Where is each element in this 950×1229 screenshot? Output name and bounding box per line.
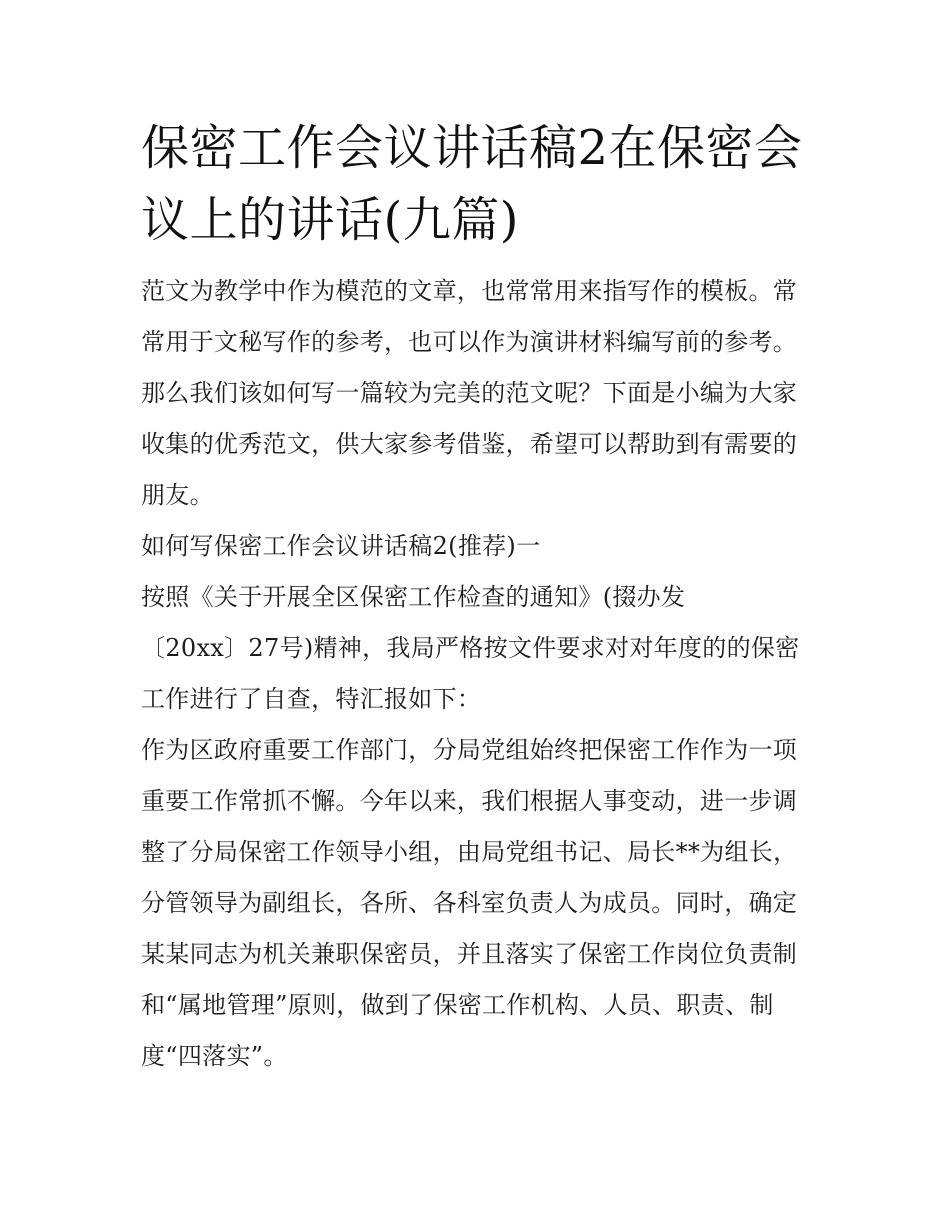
organization-paragraph: 作为区政府重要工作部门，分局党组始终把保密工作作为一项重要工作常抓不懈。今年以来，我们根据人事变动，进一步调整了分局保密工作领导小组，由局党组书记、局长**为组长，分管领导为副组长，各所、各科室负责人为成员。同时，确定某某同志为机关兼职保密员，并且落实了保密工作岗位负责制和“属地管理”原则，做到了保密工作机构、人员、职责、制度“四落实”。 <box>141 736 798 1070</box>
notice-reference-line: 按照《关于开展全区保密工作检查的通知》(掇办发 <box>141 583 686 611</box>
document-body <box>141 112 821 1082</box>
document-title: 保密工作会议讲话稿2在保密会议上的讲话(九篇) <box>141 120 803 248</box>
self-check-paragraph: 〔20xx〕27号)精神，我局严格按文件要求对对年度的的保密工作进行了自查，特汇报如下： <box>141 634 800 713</box>
intro-paragraph: 范文为教学中作为模范的文章，也常常用来指写作的模板。常常用于文秘写作的参考，也可以作为演讲材料编写前的参考。那么我们该如何写一篇较为完美的范文呢？下面是小编为大家收集的优秀范文，供大家参考借鉴，希望可以帮助到有需要的朋友。 <box>141 277 798 509</box>
section-heading: 如何写保密工作会议讲话稿2(推荐)一 <box>141 532 541 560</box>
